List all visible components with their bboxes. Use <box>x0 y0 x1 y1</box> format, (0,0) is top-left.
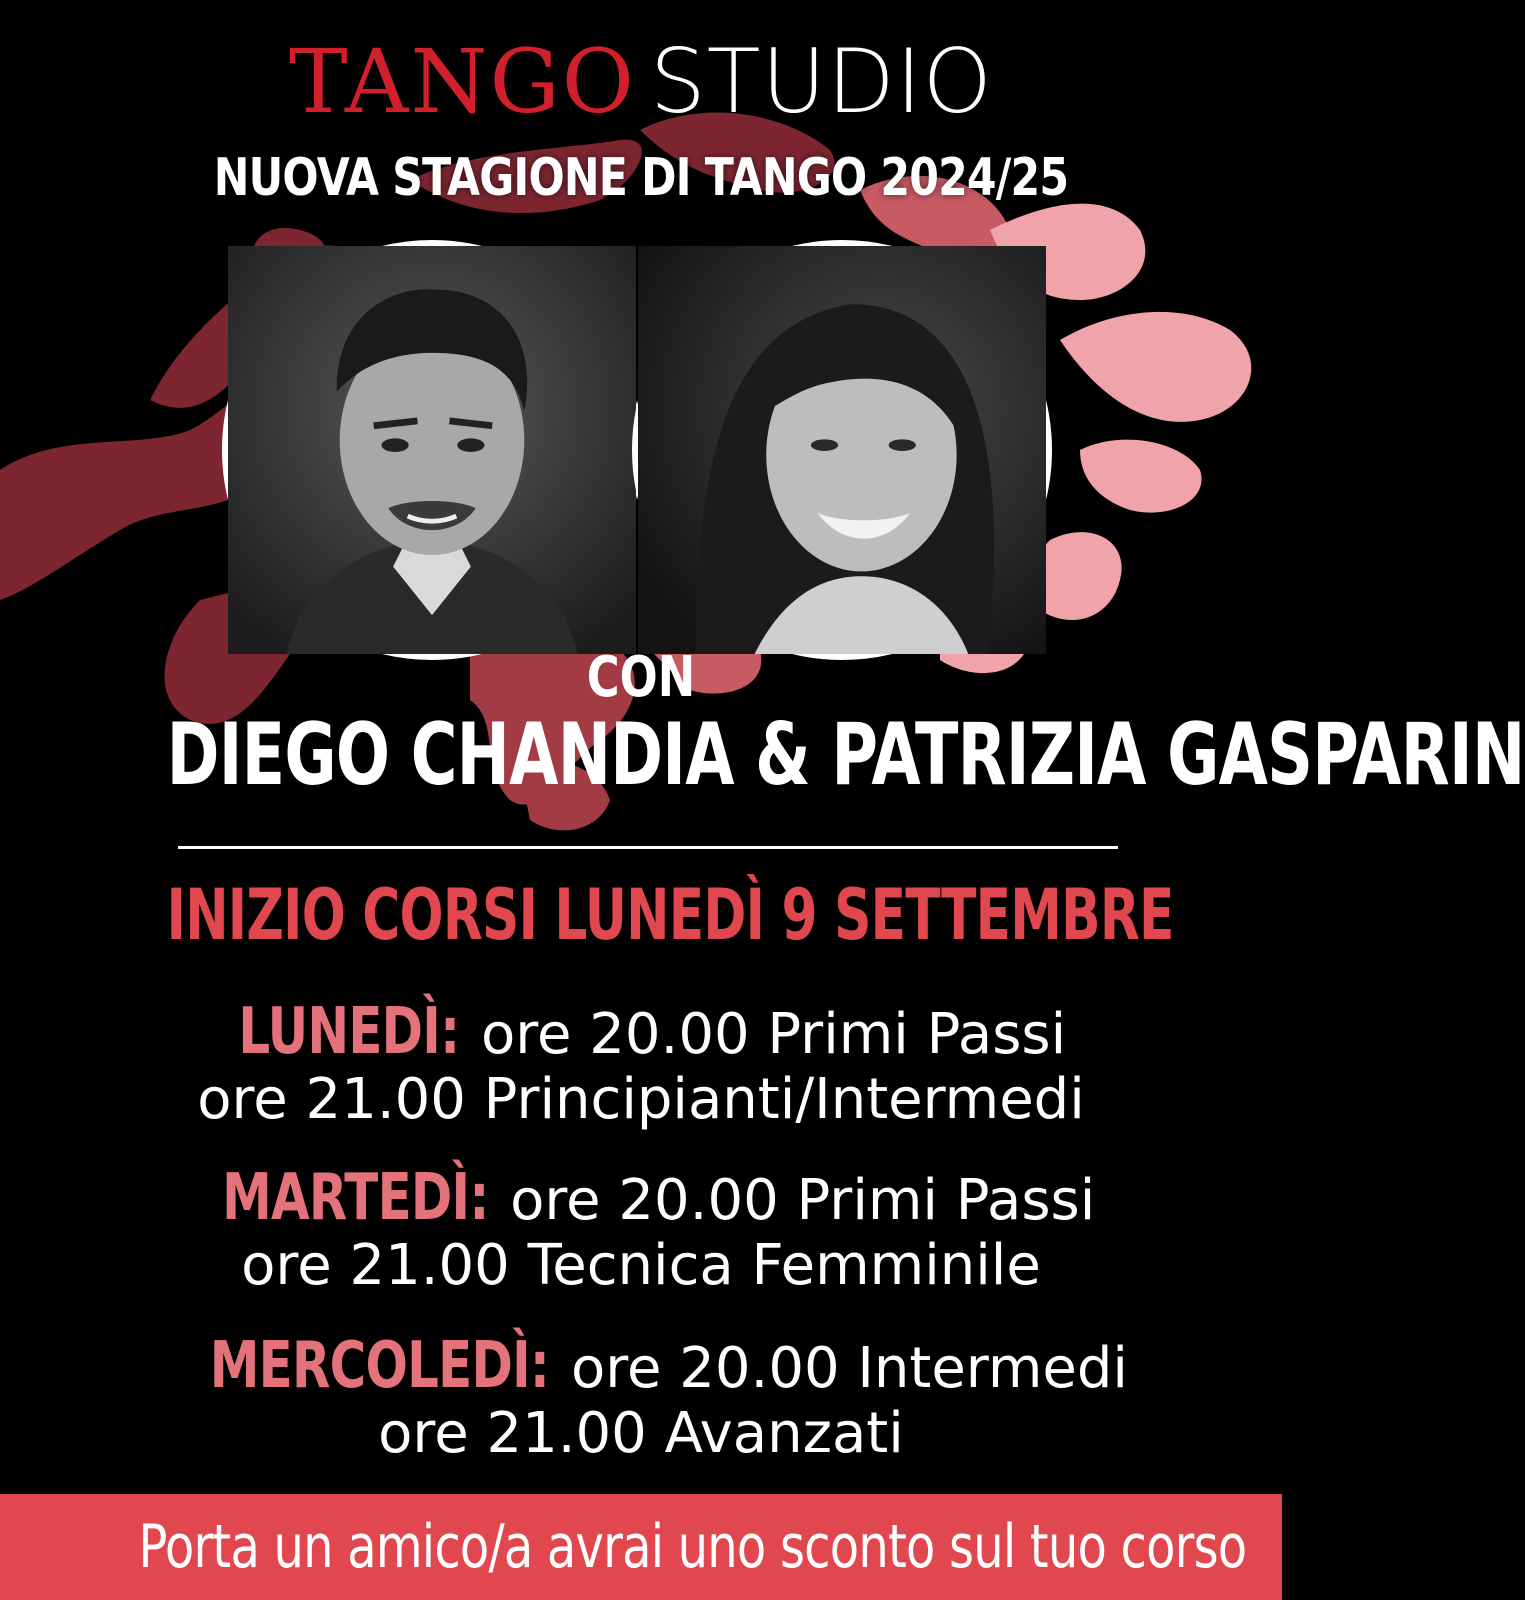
divider-line <box>178 846 1118 849</box>
promo-banner-text: Porta un amico/a avrai uno sconto sul tuo corso <box>138 1512 1247 1582</box>
schedule-wednesday-first: ore 20.00 Intermedi <box>570 1336 1128 1401</box>
man-portrait-icon <box>228 246 636 654</box>
day-label-tuesday: MARTEDÌ: <box>221 1161 489 1235</box>
day-label-wednesday: MERCOLEDÌ: <box>209 1329 550 1403</box>
day-label-monday: LUNEDÌ: <box>238 995 460 1069</box>
schedule-monday-second: ore 21.00 Principianti/Intermedi <box>197 1067 1085 1132</box>
season-title: NUOVA STAGIONE DI TANGO 2024/25 <box>213 148 1069 208</box>
teacher-photo-right <box>632 240 1052 660</box>
logo-studio-text: STUDIO <box>649 30 993 133</box>
schedule-tuesday-first: ore 20.00 Primi Passi <box>510 1168 1096 1233</box>
course-start-date: INIZIO CORSI LUNEDÌ 9 SETTEMBRE <box>166 874 1174 956</box>
tango-studio-logo <box>0 30 1282 133</box>
schedule-tuesday <box>0 1161 1282 1298</box>
schedule-monday <box>0 995 1282 1132</box>
teacher-photo-left <box>222 240 642 660</box>
schedule-tuesday-second: ore 21.00 Tecnica Femminile <box>241 1233 1041 1298</box>
con-label: CON <box>586 645 696 710</box>
woman-portrait-icon <box>638 246 1046 654</box>
logo-tango-text: TANGO <box>289 30 636 133</box>
schedule-wednesday-second: ore 21.00 Avanzati <box>378 1401 904 1466</box>
schedule-monday-first: ore 20.00 Primi Passi <box>480 1002 1067 1067</box>
teachers-names: DIEGO CHANDIA & PATRIZIA GASPARIN <box>166 705 1525 805</box>
schedule-wednesday <box>0 1329 1282 1466</box>
promo-banner <box>0 1494 1282 1600</box>
